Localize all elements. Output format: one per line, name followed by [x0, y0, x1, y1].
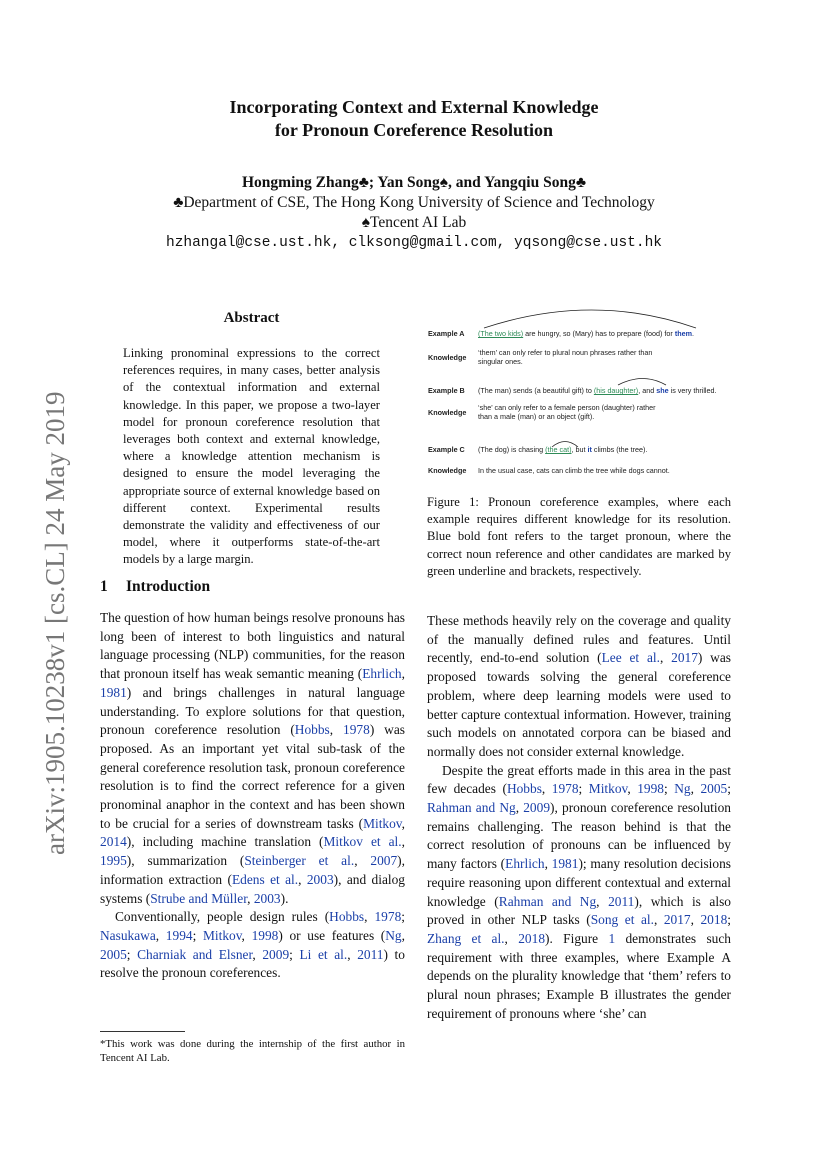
citation-link[interactable]: Ng — [674, 781, 691, 797]
author-names: Hongming Zhang♣; Yan Song♠, and Yangqiu Song♣ — [241, 174, 587, 191]
knowledge-b-line-1: ‘she’ can only refer to a female person (daughter) rather — [478, 403, 656, 412]
knowledge-b — [428, 403, 656, 421]
example-a-text: (The two kids) are hungry, so (Mary) has to prepare (food) for them. — [478, 329, 694, 338]
paper-title — [0, 96, 828, 142]
knowledge-a-line-2: singular ones. — [478, 357, 523, 366]
abstract-heading: Abstract — [223, 310, 280, 326]
knowledge-c-text: In the usual case, cats can climb the tree while dogs cannot. — [478, 466, 670, 475]
citation-link[interactable]: 2017 — [671, 650, 698, 666]
citation-link[interactable]: Mitkov et al. — [323, 834, 402, 850]
citation-link[interactable]: Rahman and Ng — [498, 893, 597, 909]
citation-link[interactable]: Ng — [385, 927, 402, 943]
correct-reference: (the cat) — [545, 445, 572, 454]
citation-link[interactable]: 1995 — [100, 853, 127, 869]
citation-link[interactable]: 1978 — [343, 722, 370, 738]
citation-link[interactable]: 1994 — [165, 927, 193, 943]
citation-link[interactable]: Zhang et al. — [427, 930, 505, 946]
citation-link[interactable]: Steinberger et al. — [244, 853, 355, 869]
citation-link[interactable]: 2014 — [100, 834, 127, 850]
citation-link[interactable]: 2011 — [357, 946, 384, 962]
affiliation-2: ♠Tencent AI Lab — [361, 214, 467, 231]
citation-link[interactable]: Ehrlich — [505, 856, 545, 872]
figure-caption: Figure 1: Pronoun coreference examples, where each example requires different knowledge for its resolution. Blue bold font refers to the target pronoun, where the correct noun reference and other candidates are marked by green underline and brackets, respectively. — [427, 495, 731, 578]
left-column — [100, 609, 405, 983]
paragraph: These methods heavily rely on the coverage and quality of the manually defined rules and features. Until recently, end-to-end solution (Lee et al., 2017) was proposed towards solving the general coreference problem, where deep learning models were used to better capture contextual information. However, training such models on annotated corpora can be biased and normally does not consider external knowledge. — [427, 613, 731, 759]
example-a-label: Example A — [428, 329, 465, 338]
footnote-rule — [100, 1031, 185, 1032]
abstract-text: Linking pronominal expressions to the correct references requires, in many cases, better analysis of the contextual information and external knowledge. In this paper, we propose a two-layer model for pronoun coreference resolution that leverages both context and external knowledge, where a knowledge attention mechanism is designed to ensure the model leveraging the appropriate source of external knowledge based on different context. Experimental results demonstrate the validity and effectiveness of our model, where it outperforms state-of-the-art models by a large margin. — [123, 346, 380, 567]
citation-link[interactable]: Charniak and Elsner — [137, 946, 253, 962]
citation-link[interactable]: Lee et al. — [601, 650, 660, 666]
example-b-label: Example B — [428, 386, 465, 395]
example-b-text: (The man) sends (a beautiful gift) to (his daughter), and she is very thrilled. — [478, 386, 717, 395]
citation-link[interactable]: Strube and Müller — [150, 890, 248, 906]
footnote: *This work was done during the internship of the first author in Tencent AI Lab. — [100, 1038, 405, 1064]
citation-link[interactable]: 1978 — [551, 781, 579, 797]
correct-reference: (The two kids) — [478, 329, 524, 338]
example-a — [428, 329, 694, 338]
citation-link[interactable]: Edens et al. — [231, 871, 299, 887]
correct-reference: (his daughter) — [593, 386, 639, 395]
target-pronoun: them — [674, 329, 692, 338]
citation-link[interactable]: 2003 — [306, 871, 334, 887]
citation-link[interactable]: 1998 — [251, 927, 279, 943]
section-title: Introduction — [126, 578, 211, 595]
example-c-text: (The dog) is chasing (the cat), but it climbs (the tree). — [478, 445, 648, 454]
knowledge-c — [428, 466, 670, 475]
knowledge-a-text — [478, 348, 652, 366]
citation-link[interactable]: Li et al. — [299, 946, 348, 962]
target-pronoun: it — [587, 445, 592, 454]
section-number: 1 — [100, 578, 108, 595]
arxiv-identifier: arXiv:1905.10238v1 [cs.CL] 24 May 2019 — [40, 391, 70, 855]
citation-link[interactable]: 2005 — [100, 946, 127, 962]
knowledge-c-label: Knowledge — [428, 466, 467, 475]
paragraph: The question of how human beings resolve pronouns has long been of interest to both linguistics and natural language processing (NLP) communities, for the reason that pronoun itself has weak semantic meaning (Ehrlich, 1981) and brings challenges in natural language understanding. To explore solutions for that question, pronoun coreference resolution (Hobbs, 1978) was proposed. As an important yet vital sub-task of the general coreference resolution task, pronoun coreference resolution is to find the correct reference for a given pronominal anaphor in the context and has been shown to be crucial for a series of downstream tasks (Mitkov, 2014), including machine translation (Mitkov et al., 1995), summarization (Steinberger et al., 2007), information extraction (Edens et al., 2003), and dialog systems (Strube and Müller, 2003). — [100, 610, 406, 906]
citation-link[interactable]: 1 — [608, 930, 616, 946]
author-block — [0, 173, 828, 253]
citation-link[interactable]: 2009 — [262, 946, 290, 962]
citation-link[interactable]: 2018 — [518, 930, 546, 946]
example-c — [428, 445, 647, 454]
citation-link[interactable]: 2005 — [700, 781, 728, 797]
citation-link[interactable]: Song et al. — [590, 912, 654, 928]
citation-link[interactable]: Hobbs — [294, 722, 330, 738]
citation-link[interactable]: 2018 — [700, 912, 728, 928]
citation-link[interactable]: 2007 — [370, 853, 398, 869]
paragraph: Conventionally, people design rules (Hobbs, 1978; Nasukawa, 1994; Mitkov, 1998) or use features (Ng, 2005; Charniak and Elsner, 2009; Li et al., 2011) to resolve the pronoun coreferences. — [100, 909, 405, 981]
example-b — [428, 386, 717, 395]
citation-link[interactable]: 2003 — [253, 890, 281, 906]
citation-link[interactable]: Mitkov — [588, 781, 628, 797]
title-line-1: Incorporating Context and External Knowledge — [229, 97, 599, 117]
example-c-label: Example C — [428, 445, 465, 454]
citation-link[interactable]: Rahman and Ng — [427, 800, 516, 816]
arxiv-sidebar — [20, 355, 70, 855]
citation-link[interactable]: 1981 — [100, 684, 127, 700]
figure-1 — [428, 300, 733, 490]
citation-link[interactable]: 2017 — [663, 912, 691, 928]
right-column — [427, 612, 731, 1023]
citation-link[interactable]: Nasukawa — [100, 927, 156, 943]
paragraph: Despite the great efforts made in this area in the past few decades (Hobbs, 1978; Mitkov, 1998; Ng, 2005; Rahman and Ng, 2009), pronoun coreference resolution remains challenging. The reason behind is that the correct resolution of pronouns can be influenced by many factors (Ehrlich, 1981); many resolution decisions require reasoning upon different contextual and external knowledge (Rahman and Ng, 2011), which is also proved in other NLP tasks (Song et al., 2017, 2018; Zhang et al., 2018). Figure 1 demonstrates such requirement with three examples, where Example A depends on the plurality knowledge that ‘them’ refers to plural noun phrases; Example B illustrates the gender requirement of pronouns where ‘she’ can — [427, 762, 732, 1021]
citation-link[interactable]: 1998 — [637, 781, 664, 797]
citation-link[interactable]: 2009 — [523, 800, 551, 816]
knowledge-a-line-1: ‘them’ can only refer to plural noun phrases rather than — [478, 348, 653, 357]
target-pronoun: she — [656, 386, 669, 395]
citation-link[interactable]: Mitkov — [363, 815, 402, 831]
citation-link[interactable]: 1978 — [374, 909, 402, 925]
citation-link[interactable]: 2011 — [608, 893, 635, 909]
author-emails: hzhangal@cse.ust.hk, clksong@gmail.com, yqsong@cse.ust.hk — [166, 235, 662, 251]
knowledge-b-label: Knowledge — [428, 408, 467, 417]
citation-link[interactable]: Ehrlich — [362, 666, 402, 682]
knowledge-a-label: Knowledge — [428, 353, 467, 362]
affiliation-1: ♣Department of CSE, The Hong Kong University of Science and Technology — [173, 194, 655, 211]
knowledge-a — [428, 348, 652, 366]
title-line-2: for Pronoun Coreference Resolution — [274, 120, 554, 140]
knowledge-b-text — [478, 403, 656, 421]
citation-link[interactable]: Hobbs — [506, 781, 542, 797]
section-heading — [100, 578, 210, 596]
citation-link[interactable]: Hobbs — [329, 909, 365, 925]
citation-link[interactable]: Mitkov — [202, 927, 242, 943]
citation-link[interactable]: 1981 — [551, 856, 579, 872]
knowledge-b-line-2: than a male (man) or an object (gift). — [478, 412, 595, 421]
